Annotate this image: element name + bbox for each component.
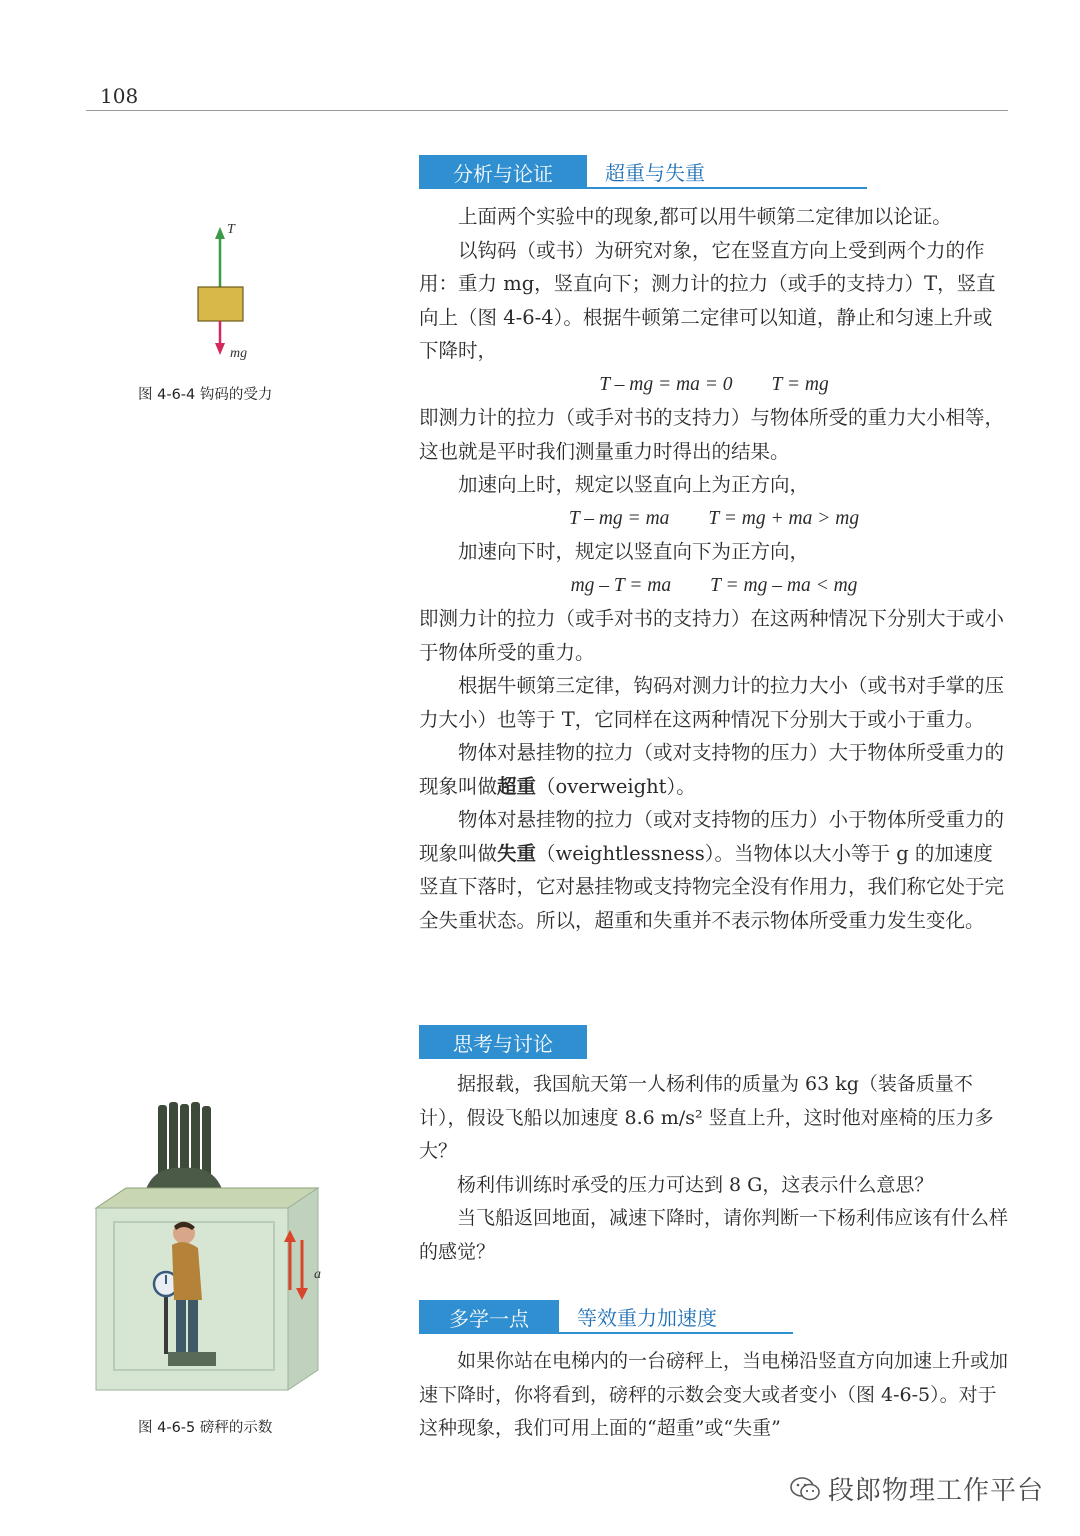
section-extra-title: 等效重力加速度 bbox=[559, 1300, 793, 1334]
gravity-label: mg bbox=[230, 346, 248, 361]
section-extra-header bbox=[419, 1300, 793, 1334]
paragraph: 杨利伟训练时承受的压力可达到 8 G，这表示什么意思？ bbox=[457, 1173, 934, 1196]
figure-4-6-4-caption: 图 4-6-4 钩码的受力 bbox=[138, 387, 273, 403]
section-extra-tab: 多学一点 bbox=[419, 1300, 559, 1334]
tension-label: T bbox=[227, 222, 235, 237]
paragraph: 加速向上时，规定以竖直向上为正方向， bbox=[458, 473, 810, 496]
paragraph: 以钩码（或书）为研究对象，它在竖直方向上受到两个力的作用：重力 mg，竖直向下；测力计的拉力（或手的支持力）T，竖直向上（图 4-6-4）。根据牛顿第二定律可以知道，静止和匀速上升或下降时， bbox=[419, 238, 996, 362]
paragraph: 加速向下时，规定以竖直向下为正方向， bbox=[458, 540, 810, 563]
paragraph: 即测力计的拉力（或手对书的支持力）在这两种情况下分别大于或小于物体所受的重力。 bbox=[419, 607, 1005, 664]
paragraph: 根据牛顿第三定律，钩码对测力计的拉力大小（或书对手掌的压力大小）也等于 T，它同样在这两种情况下分别大于或小于重力。 bbox=[419, 674, 1005, 731]
paragraph: 据报载，我国航天第一人杨利伟的质量为 63 kg（装备质量不计），假设飞船以加速度 8.6 m/s² 竖直上升，这时他对座椅的压力多大？ bbox=[419, 1073, 994, 1162]
accel-label: a bbox=[314, 1267, 321, 1282]
paragraph: 当飞船返回地面，减速下降时，请你判断一下杨利伟应该有什么样的感觉？ bbox=[419, 1207, 1009, 1263]
text: 物体对悬挂物的拉力（或对支持物的压力）大于物体所受重力的现象叫做 bbox=[419, 741, 1005, 798]
paragraph bbox=[419, 736, 1009, 803]
section-analysis-title: 超重与失重 bbox=[587, 155, 867, 189]
page-number: 108 bbox=[100, 84, 139, 108]
paragraph bbox=[419, 803, 1009, 937]
section-discussion-tab: 思考与讨论 bbox=[419, 1025, 587, 1059]
person-leg-right bbox=[188, 1300, 198, 1352]
elevator-roof bbox=[96, 1188, 318, 1208]
equation: T – mg = ma T = mg + ma > mg bbox=[568, 507, 860, 529]
scale-platform bbox=[168, 1352, 216, 1366]
paragraph: 上面两个实验中的现象,都可以用牛顿第二定律加以论证。 bbox=[458, 205, 952, 228]
tension-arrowhead bbox=[215, 227, 225, 239]
section-analysis-header bbox=[419, 155, 867, 189]
paragraph: 如果你站在电梯内的一台磅秤上，当电梯沿竖直方向加速上升或加速下降时，你将看到，磅秤的示数会变大或者变小（图 4-6-5）。对于这种现象，我们可用上面的“超重”或“失重” bbox=[419, 1350, 1009, 1439]
section-analysis-tab: 分析与论证 bbox=[419, 155, 587, 189]
figure-4-6-5-caption: 图 4-6-5 磅秤的示数 bbox=[138, 1420, 273, 1436]
section-discussion-header bbox=[419, 1025, 587, 1059]
equation: T – mg = ma = 0 T = mg bbox=[599, 373, 829, 395]
term-weightlessness: 失重 bbox=[497, 841, 537, 865]
elevator-scale-figure bbox=[92, 1100, 342, 1400]
header-rule bbox=[86, 110, 1008, 111]
equation: mg – T = ma T = mg – ma < mg bbox=[570, 574, 858, 596]
wechat-icon bbox=[790, 1476, 820, 1502]
weight-block bbox=[198, 287, 243, 321]
text: （overweight）。 bbox=[536, 774, 696, 798]
person-leg-left bbox=[176, 1300, 186, 1352]
watermark-text: 段郎物理工作平台 bbox=[828, 1476, 1045, 1506]
force-diagram-figure bbox=[180, 215, 270, 365]
paragraph: 即测力计的拉力（或手对书的支持力）与物体所受的重力大小相等，这也就是平时我们测量重力时得出的结果。 bbox=[419, 406, 1005, 463]
section-discussion-body bbox=[419, 1068, 1009, 1269]
watermark bbox=[790, 1470, 1044, 1507]
term-overweight: 超重 bbox=[497, 774, 537, 798]
person-jacket bbox=[172, 1242, 202, 1300]
section-extra-body bbox=[419, 1345, 1009, 1446]
section-analysis-body bbox=[419, 200, 1009, 937]
gravity-arrowhead bbox=[215, 343, 225, 355]
text: （weightlessness）。当物体以大小等于 g 的加速度竖直下落时，它对悬挂物或支持物完全没有作用力，我们称它处于完全失重状态。所以，超重和失重并不表示物体所受重力发生变化。 bbox=[419, 841, 1005, 932]
text: 物体对悬挂物的拉力（或对支持物的压力）小于物体所受重力的现象叫做 bbox=[419, 808, 1005, 865]
